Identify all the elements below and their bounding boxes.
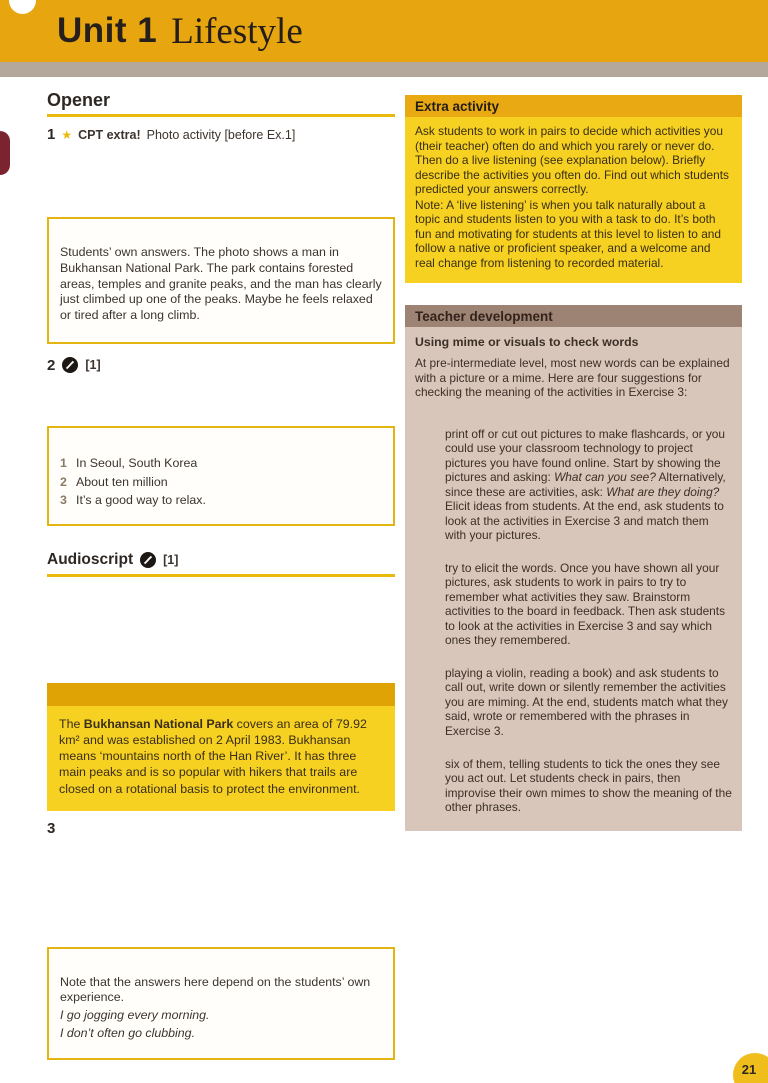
extra-activity-body	[405, 117, 742, 283]
extra-activity-paragraph: Note: A ‘live listening’ is when you talk naturally about a topic and students listen to you with a task to do. It’s both fun and motivating for students at this level to listen to and follow a native or proficient speaker, and a welcome and real change from listening to recorded material.	[415, 197, 722, 270]
exercise-2-track-label: [1]	[85, 358, 101, 373]
unit-label: Unit 1	[57, 11, 158, 50]
answer-text: It’s a good way to relax.	[76, 493, 206, 508]
teacher-development-subtitle: Using mime or visuals to check words	[415, 335, 639, 350]
exercise-2-line	[47, 357, 395, 374]
answer-text: About ten million	[76, 474, 168, 489]
answer-row	[60, 475, 382, 491]
unit-title: Lifestyle	[171, 10, 303, 52]
left-edge-tab	[0, 131, 10, 175]
exercise-1-description: Photo activity [before Ex.1]	[146, 128, 296, 142]
note-text: Note that the answers here depend on the students’ own experience.	[60, 974, 371, 1005]
answer-number: 3	[60, 493, 67, 508]
audioscript-heading	[47, 551, 395, 577]
exercise-1-number: 1	[47, 126, 56, 143]
left-column	[47, 90, 395, 1060]
teacher-development-item: print off or cut out pictures to make flashcards, or you could use your classroom technology to project pictures you have found online. Start by showing the pictures and asking: What can you see? Alternatively, since these are activities, ask: What are they doing? Elicit ideas from students. At the end, ask students to look at the activities in Exercise 3 and match them with your pictures.	[445, 426, 726, 543]
extra-activity-box	[405, 95, 742, 283]
answer-row	[60, 456, 382, 472]
unit-banner	[0, 0, 768, 62]
teacher-development-item: six of them, telling students to tick the ones they see you act out. Let students check in pairs, then improvise their own mimes to show the meaning of the other phrases.	[445, 756, 732, 815]
teacher-development-item: playing a violin, reading a book) and ask students to call out, write down or silently remember the activities you are miming. At the end, students match what they said, wrote or remembered with the phrases in Exercise 3.	[445, 665, 728, 738]
culture-info-text: The Bukhansan National Park covers an area of 79.92 km² and was established on 2 April 1983. Bukhansan means ‘mountains north of the Han River’. It has three main peaks and is so popular with hikers that trails are closed on a rotational basis to protect the environment.	[47, 706, 395, 811]
audio-track-icon	[140, 552, 156, 568]
teacher-development-body	[405, 327, 742, 830]
audio-track-icon	[62, 357, 78, 373]
cpt-extra-label: CPT extra!	[78, 128, 141, 142]
note-example: I don’t often go clubbing.	[60, 1025, 196, 1040]
audioscript-title: Audioscript	[47, 551, 134, 568]
teacher-development-intro: At pre-intermediate level, most new words can be explained with a picture or a mime. Here are four suggestions for checking the meaning of the activities in Exercise 3:	[415, 356, 730, 400]
answer-box-2	[47, 426, 395, 526]
opener-heading: Opener	[47, 90, 395, 117]
note-box	[47, 947, 395, 1060]
corner-dot	[9, 0, 36, 14]
culture-info-header	[47, 683, 395, 706]
answer-text: In Seoul, South Korea	[76, 455, 198, 470]
header-divider-strip	[0, 62, 768, 77]
exercise-3-number: 3	[47, 819, 56, 837]
answer-row	[60, 493, 382, 509]
teacher-development-box	[405, 305, 742, 830]
audioscript-track-label: [1]	[163, 553, 179, 567]
exercise-1-line	[47, 126, 395, 143]
page-number: 21	[741, 1061, 757, 1077]
answer-number: 1	[60, 455, 67, 470]
right-column	[405, 95, 742, 831]
answer-number: 2	[60, 474, 67, 489]
teacher-development-item: try to elicit the words. Once you have shown all your pictures, ask students to work in pairs to try to remember what activities they saw. Brainstorm activities to the board in feedback. Then ask students to look at the activities in Exercise 3 and say which ones they remembered.	[445, 560, 726, 648]
extra-activity-paragraph: Ask students to work in pairs to decide which activities you (their teacher) often do and which you rarely or never do. Then do a live listening (see explanation below). Briefly describe the activities you often do. Find out which students predicted your answers correctly.	[415, 124, 729, 197]
unit-banner-text	[57, 0, 303, 62]
exercise-2-number: 2	[47, 356, 56, 374]
culture-info-box	[47, 683, 395, 811]
page-number-badge	[733, 1053, 768, 1083]
star-icon: ★	[61, 128, 73, 142]
note-example: I go jogging every morning.	[60, 1008, 210, 1023]
teacher-development-title: Teacher development	[405, 305, 742, 327]
answer-box-1: Students’ own answers. The photo shows a man in Bukhansan National Park. The park contains forested areas, temples and granite peaks, and the man has clearly just climbed up one of the peaks. Maybe he feels relaxed or tired after a long climb.	[47, 217, 395, 344]
extra-activity-title: Extra activity	[405, 95, 742, 117]
